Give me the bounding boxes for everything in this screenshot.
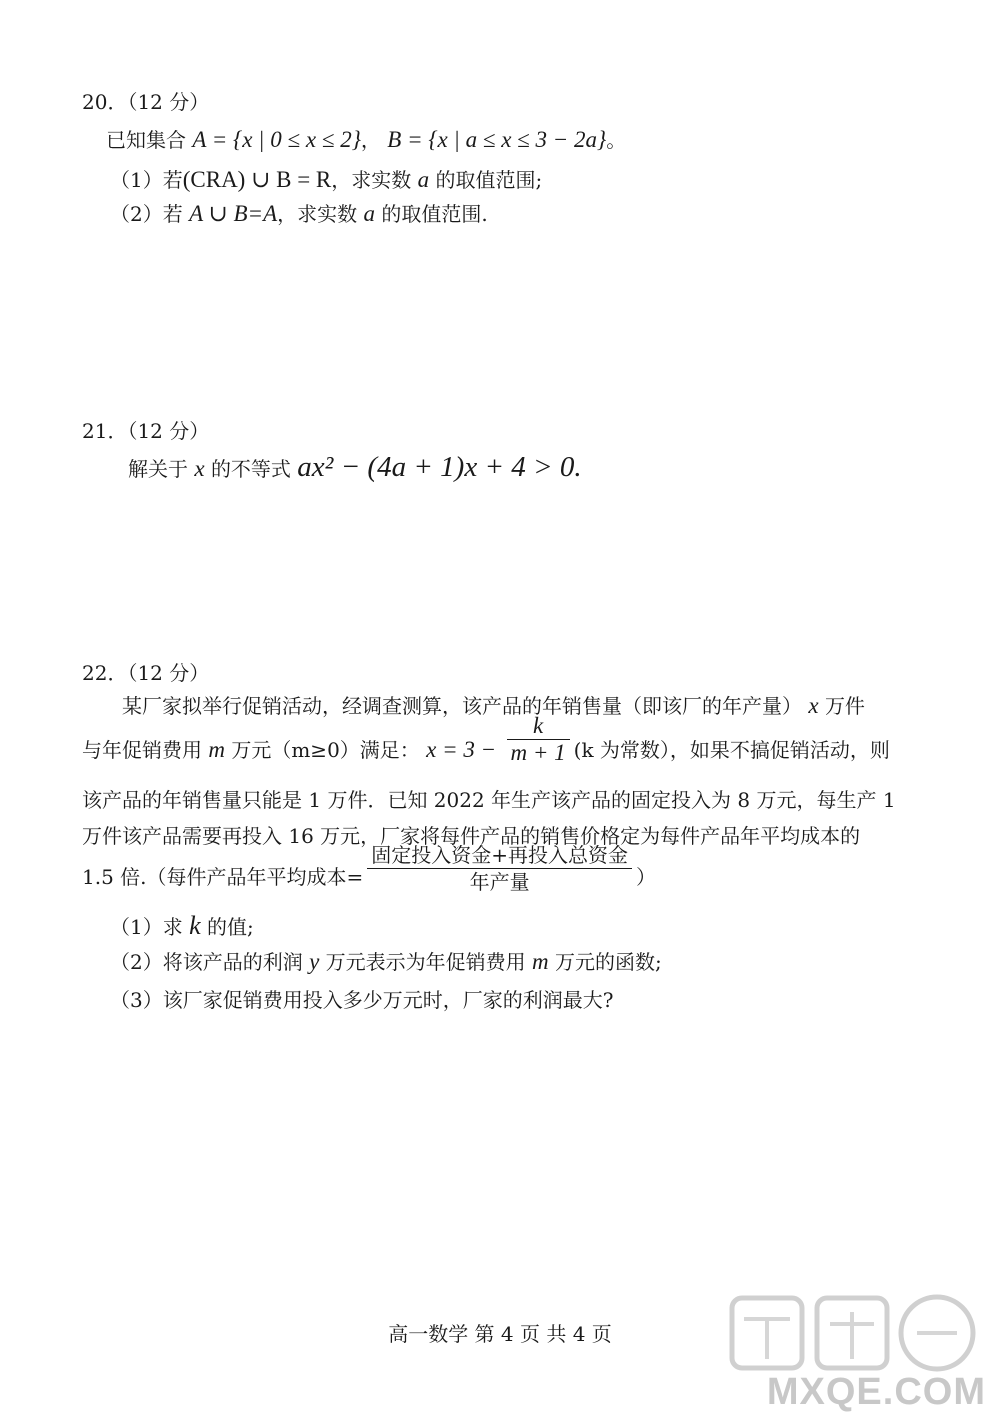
q22-p1-b: 的值;: [207, 915, 254, 939]
q20-p2-suffix: ，求实数: [277, 202, 358, 226]
q22-part2: [110, 948, 662, 976]
watermark-site: MXQE.COM: [766, 1371, 986, 1413]
q22-formula-fraction: [507, 713, 570, 766]
page-footer: 高一数学 第 4 页 共 4 页: [388, 1322, 612, 1346]
q22-l5-a: 1.5 倍.（每件产品年平均成本=: [82, 865, 364, 889]
q22-p1-k: k: [189, 911, 201, 940]
q20-p2-prefix: （2）若: [110, 202, 183, 226]
q22-cost-fraction: [367, 842, 632, 895]
q22-part3: （3）该厂家促销费用投入多少万元时，厂家的利润最大?: [110, 988, 614, 1012]
q21-var-x: x: [194, 456, 205, 481]
q20-part2: [110, 200, 488, 228]
q22-l2-b: 万元（m≥0）满足：: [231, 738, 420, 762]
q22-l1-x: x: [808, 693, 819, 718]
q20-set-a: A = {x | 0 ≤ x ≤ 2}: [192, 127, 361, 152]
watermark-logo: [722, 1284, 982, 1384]
q22-l1-a: 某厂家拟举行促销活动，经调查测算，该产品的年销售量（即该厂的年产量）: [122, 694, 802, 718]
q21-stem-mid: 的不等式: [210, 457, 291, 481]
q22-line3: 该产品的年销售量只能是 1 万件．已知 2022 年生产该产品的固定投入为 8 万元，每生产 1: [82, 788, 896, 812]
q22-line5: [82, 843, 657, 895]
q20-set-b: B = {x | a ≤ x ≤ 3 − 2a}: [387, 127, 607, 152]
q22-cost-den: 年产量: [469, 870, 530, 894]
q22-l2-lhs: x = 3 −: [426, 737, 497, 762]
q22-header: 22．（12 分）: [82, 661, 210, 685]
q20-p1-tail: 的取值范围;: [435, 168, 543, 192]
q20-set-sep: ，: [360, 128, 381, 152]
q22-part1: [110, 912, 254, 941]
q21-header: 21．（12 分）: [82, 419, 210, 443]
q20-p1-suffix: ，求实数: [331, 168, 412, 192]
q20-header: 20．（12 分）: [82, 90, 210, 114]
q20-p1-prefix: （1）若: [110, 168, 183, 192]
q20-p1-var: a: [417, 167, 430, 192]
q22-l2-m: m: [208, 737, 225, 762]
q21-inequality: ax² − (4a + 1)x + 4 > 0.: [297, 451, 582, 483]
q22-l2-c: (k 为常数），如果不搞促销活动，则: [573, 738, 890, 762]
q22-line2: [82, 713, 890, 766]
q22-formula-den: m + 1: [510, 740, 566, 765]
q20-stem-end: 。: [606, 128, 627, 152]
q20-stem: [106, 126, 626, 154]
q22-p2-c: 万元的函数;: [555, 950, 662, 974]
q22-l1-b: 万件: [824, 694, 865, 718]
q22-p2-b: 万元表示为年促销费用: [325, 950, 526, 974]
q22-cost-num: 固定投入资金+再投入总资金: [367, 842, 632, 869]
q21-stem: [128, 453, 582, 483]
q22-line1: [122, 692, 865, 720]
q20-p2-var: a: [363, 201, 375, 226]
q22-p2-m: m: [532, 949, 549, 974]
q22-l2-a: 与年促销费用: [82, 738, 202, 762]
q20-part1: [110, 166, 542, 194]
q22-p2-y: y: [309, 949, 320, 974]
q20-stem-prefix: 已知集合: [106, 128, 186, 152]
q22-p1-a: （1）求: [110, 915, 183, 939]
q20-p2-tail: 的取值范围.: [381, 202, 488, 226]
q22-formula-num: k: [507, 713, 570, 740]
q22-line4: 万件该产品需要再投入 16 万元，厂家将每件产品的销售价格定为每件产品年平均成本的: [82, 824, 861, 848]
q22-p2-a: （2）将该产品的利润: [110, 950, 303, 974]
q20-p2-expr: A ∪ B=A: [189, 201, 278, 226]
q21-stem-prefix: 解关于: [128, 457, 188, 481]
q22-l5-b: ）: [636, 865, 657, 889]
q20-p1-expr: (CRA) ∪ B = R: [182, 167, 332, 192]
